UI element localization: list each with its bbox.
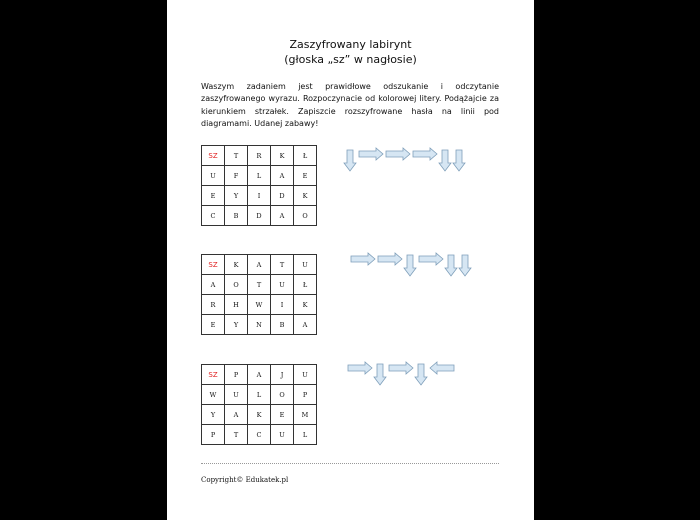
letter-cell: Y: [202, 405, 225, 425]
arrow-right-icon: [419, 253, 443, 265]
grid-row: [202, 295, 317, 315]
letter-cell: T: [225, 146, 248, 166]
letter-cell: C: [202, 206, 225, 226]
grid-row: [202, 166, 317, 186]
arrow-right-icon: [348, 362, 372, 374]
letter-cell: A: [225, 405, 248, 425]
arrow-sequence-3: [348, 362, 498, 390]
letter-cell: P: [294, 385, 317, 405]
letter-cell: K: [271, 146, 294, 166]
letter-cell: A: [271, 166, 294, 186]
letter-cell: E: [202, 186, 225, 206]
letter-cell: T: [271, 255, 294, 275]
letter-cell: K: [294, 295, 317, 315]
grid-row: [202, 206, 317, 226]
letter-cell: Ł: [294, 275, 317, 295]
arrow-down-icon: [415, 364, 427, 385]
letter-cell: U: [271, 425, 294, 445]
letter-cell: W: [248, 295, 271, 315]
arrow-right-icon: [389, 362, 413, 374]
puzzle-grid-3: [201, 364, 317, 445]
letter-cell: O: [294, 206, 317, 226]
divider-line: [201, 463, 499, 464]
worksheet-page: [167, 0, 534, 520]
letter-cell: A: [271, 206, 294, 226]
letter-cell: A: [248, 255, 271, 275]
letter-cell: K: [248, 405, 271, 425]
page-subtitle: (głoska „sz” w nagłosie): [284, 53, 417, 66]
letter-cell: A: [294, 315, 317, 335]
letter-cell: L: [248, 385, 271, 405]
letter-cell: P: [225, 365, 248, 385]
letter-cell: K: [225, 255, 248, 275]
letter-cell: I: [271, 295, 294, 315]
letter-cell: O: [271, 385, 294, 405]
arrow-sequence-1: [345, 148, 495, 176]
letter-cell: E: [202, 315, 225, 335]
letter-cell: A: [248, 365, 271, 385]
letter-cell: T: [248, 275, 271, 295]
letter-cell: U: [202, 166, 225, 186]
letter-cell: J: [271, 365, 294, 385]
arrow-sequence-2: [351, 253, 501, 281]
letter-cell: N: [248, 315, 271, 335]
letter-cell: M: [294, 405, 317, 425]
arrow-down-icon: [374, 364, 386, 385]
letter-cell: U: [294, 365, 317, 385]
arrow-down-icon: [459, 255, 471, 276]
arrow-down-icon: [445, 255, 457, 276]
puzzle-grid-2: [201, 254, 317, 335]
letter-cell: P: [202, 425, 225, 445]
letter-cell: U: [271, 275, 294, 295]
letter-cell: U: [294, 255, 317, 275]
letter-cell: U: [225, 385, 248, 405]
arrow-right-icon: [351, 253, 375, 265]
letter-cell: E: [271, 405, 294, 425]
letter-cell: K: [294, 186, 317, 206]
page-title: Zaszyfrowany labirynt: [289, 38, 412, 51]
letter-cell: D: [248, 206, 271, 226]
grid-row: [202, 255, 317, 275]
grid-row: [202, 425, 317, 445]
arrow-right-icon: [386, 148, 410, 160]
letter-cell: D: [271, 186, 294, 206]
letter-cell: H: [225, 295, 248, 315]
arrow-down-icon: [404, 255, 416, 276]
grid-row: [202, 365, 317, 385]
arrow-right-icon: [413, 148, 437, 160]
letter-cell: O: [225, 275, 248, 295]
arrow-left-icon: [430, 362, 454, 374]
arrow-right-icon: [359, 148, 383, 160]
copyright-text: Copyright© Edukatek.pl: [201, 476, 289, 484]
grid-row: [202, 275, 317, 295]
grid-row: [202, 385, 317, 405]
letter-cell: T: [225, 425, 248, 445]
instructions-paragraph: Waszym zadaniem jest prawidłowe odszukanie i odczytanie zaszyfrowanego wyrazu. Rozpoczynacie od kolorowej litery. Podążajcie za kierunkiem strzałek. Zapiszcie rozszyfrowane hasła na linii pod diagramami. Udanej zabawy!: [201, 82, 499, 129]
grid-row: [202, 186, 317, 206]
letter-cell: A: [202, 275, 225, 295]
start-letter-cell: SZ: [202, 255, 225, 275]
letter-cell: W: [202, 385, 225, 405]
letter-cell: Y: [225, 186, 248, 206]
letter-cell: B: [225, 206, 248, 226]
letter-cell: R: [202, 295, 225, 315]
letter-cell: C: [248, 425, 271, 445]
letter-cell: E: [294, 166, 317, 186]
grid-row: [202, 146, 317, 166]
puzzle-grid-1: [201, 145, 317, 226]
letter-cell: L: [248, 166, 271, 186]
start-letter-cell: SZ: [202, 365, 225, 385]
letter-cell: B: [271, 315, 294, 335]
letter-cell: L: [294, 425, 317, 445]
arrow-right-icon: [378, 253, 402, 265]
letter-cell: R: [248, 146, 271, 166]
letter-cell: I: [248, 186, 271, 206]
arrow-down-icon: [453, 150, 465, 171]
grid-row: [202, 405, 317, 425]
letter-cell: Ł: [294, 146, 317, 166]
arrow-down-icon: [439, 150, 451, 171]
start-letter-cell: SZ: [202, 146, 225, 166]
letter-cell: F: [225, 166, 248, 186]
arrow-down-icon: [344, 150, 356, 171]
grid-row: [202, 315, 317, 335]
letter-cell: Y: [225, 315, 248, 335]
